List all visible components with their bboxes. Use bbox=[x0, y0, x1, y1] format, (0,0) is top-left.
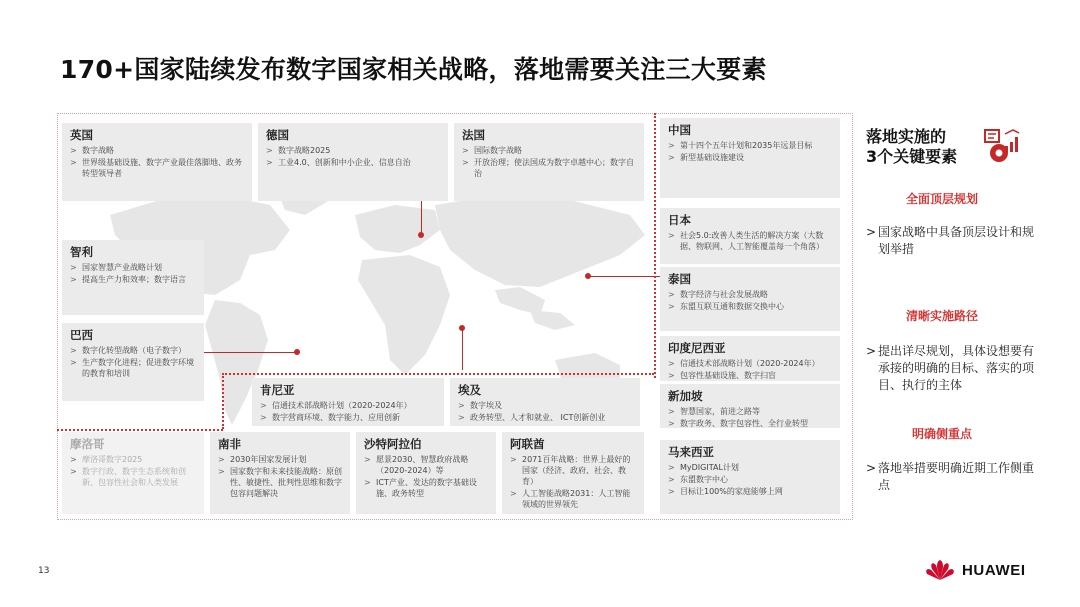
country-item: > 数字行政、数字生态系统和创新、包容性社会和人类发展 bbox=[70, 466, 196, 488]
country-card-uae bbox=[502, 432, 644, 514]
country-item: > 包容性基础设施、数字扫盲 bbox=[668, 370, 832, 381]
country-name: 沙特阿拉伯 bbox=[364, 437, 422, 451]
gear-chart-icon bbox=[983, 128, 1023, 166]
key-factors-heading bbox=[866, 127, 957, 167]
country-name: 马来西亚 bbox=[668, 445, 714, 459]
marker-china bbox=[585, 273, 591, 279]
country-item: > 信通技术部战略计划（2020-2024年） bbox=[668, 358, 832, 369]
country-card-indonesia bbox=[660, 336, 840, 381]
country-name: 埃及 bbox=[458, 383, 481, 397]
country-name: 肯尼亚 bbox=[260, 383, 295, 397]
country-name: 英国 bbox=[70, 128, 93, 142]
country-item: > 新型基础设施建设 bbox=[668, 152, 832, 163]
divider-africa-left bbox=[222, 373, 224, 429]
connector-china bbox=[588, 276, 660, 277]
country-name: 德国 bbox=[266, 128, 289, 142]
country-item: > 开放治理；使法国成为数字卓越中心；数字自治 bbox=[462, 157, 636, 179]
page-title: 170+国家陆续发布数字国家相关战略，落地需要关注三大要素 bbox=[60, 55, 767, 84]
country-item: > 数字经济与社会发展战略 bbox=[668, 289, 832, 300]
country-item: > 国际数字战略 bbox=[462, 145, 636, 156]
country-item: > 生产数字化进程；促进数字环境的教育和培训 bbox=[70, 357, 196, 379]
marker-africa bbox=[459, 325, 465, 331]
country-item: > 摩洛哥数字2025 bbox=[70, 454, 196, 465]
brand-logo bbox=[924, 559, 1026, 581]
country-card-brazil bbox=[62, 323, 204, 401]
factor-title-1: 全面顶层规划 bbox=[905, 192, 978, 206]
country-item: > 数字政务、数字包容性、全行业转型 bbox=[668, 418, 832, 428]
country-card-chile bbox=[62, 240, 204, 315]
key-factors-heading-line1: 落地实施的 bbox=[866, 127, 947, 146]
divider-mid-west bbox=[57, 429, 223, 431]
country-item: > 东盟数字中心 bbox=[668, 474, 832, 485]
country-name: 日本 bbox=[668, 213, 691, 227]
country-card-saudi bbox=[356, 432, 496, 514]
country-name: 智利 bbox=[70, 245, 93, 259]
country-item: > 第十四个五年计划和2035年远景目标 bbox=[668, 140, 832, 151]
country-name: 中国 bbox=[668, 123, 691, 137]
factor-text-1: > 国家战略中具备顶层设计和规划举措 bbox=[866, 224, 1041, 258]
connector-brazil bbox=[203, 352, 298, 353]
country-item: > 人工智能战略2031：人工智能领域的世界领先 bbox=[510, 488, 636, 510]
country-item: > 智慧国家，前进之路等 bbox=[668, 406, 832, 417]
marker-europe bbox=[418, 232, 424, 238]
connector-africa bbox=[462, 328, 463, 370]
divider-africa-top bbox=[222, 373, 654, 375]
country-card-egypt bbox=[450, 378, 640, 426]
country-name: 泰国 bbox=[668, 272, 691, 286]
country-card-thailand bbox=[660, 267, 840, 331]
country-card-kenya bbox=[252, 378, 444, 426]
country-item: > 国家数字和未来技能战略：原创性、敏捷性、批判性思维和数字包容问题解决 bbox=[218, 466, 342, 499]
country-item: > 世界级基础设施、数字产业最佳落脚地、政务转型领导者 bbox=[70, 157, 244, 179]
country-name: 印度尼西亚 bbox=[668, 341, 726, 355]
country-item: > 信通技术部战略计划（2020-2024年） bbox=[260, 400, 436, 411]
country-item: > MyDIGITAL计划 bbox=[668, 462, 832, 473]
country-name: 巴西 bbox=[70, 328, 93, 342]
country-item: > 数字埃及 bbox=[458, 400, 632, 411]
country-item: > 2071百年战略：世界上最好的国家（经济、政府、社会、教育） bbox=[510, 454, 636, 487]
country-card-singapore bbox=[660, 384, 840, 428]
country-item: > 数字营商环境、数字能力、应用创新 bbox=[260, 412, 436, 423]
country-item: > 数字化转型战略（电子数字） bbox=[70, 345, 196, 356]
key-factors-heading-line2: 3个关键要素 bbox=[866, 147, 958, 166]
factor-text-2: > 提出详尽规划，具体设想要有承接的明确的目标、落实的项目、执行的主体 bbox=[866, 343, 1041, 394]
marker-brazil bbox=[294, 349, 300, 355]
country-item: > 愿景2030、智慧政府战略（2020-2024）等 bbox=[364, 454, 488, 476]
country-card-morocco bbox=[62, 432, 204, 514]
country-card-france bbox=[454, 123, 644, 201]
country-item: > 2030年国家发展计划 bbox=[218, 454, 342, 465]
factor-title-3: 明确侧重点 bbox=[911, 427, 972, 441]
country-item: > 国家智慧产业战略计划 bbox=[70, 262, 196, 273]
country-card-china bbox=[660, 118, 840, 198]
country-name: 南非 bbox=[218, 437, 241, 451]
brand-name: HUAWEI bbox=[962, 561, 1026, 579]
huawei-flower-icon bbox=[924, 559, 956, 581]
country-name: 法国 bbox=[462, 128, 485, 142]
country-item: > 社会5.0:改善人类生活的解决方案（大数据、物联网、人工智能覆盖每一个角落） bbox=[668, 230, 832, 252]
country-item: > 政务转型、人才和就业、 ICT创新创业 bbox=[458, 412, 632, 423]
country-item: > 提高生产力和效率；数字语言 bbox=[70, 274, 196, 285]
country-item: > 目标让100%的家庭能够上网 bbox=[668, 486, 832, 497]
factor-text-3: > 落地举措要明确近期工作侧重点 bbox=[866, 460, 1041, 494]
country-name: 摩洛哥 bbox=[70, 437, 105, 451]
page-number: 13 bbox=[38, 566, 50, 576]
country-name: 阿联酋 bbox=[510, 437, 545, 451]
country-card-japan bbox=[660, 208, 840, 264]
country-item: > ICT产业、发达的数字基础设施、政务转型 bbox=[364, 477, 488, 499]
country-name: 新加坡 bbox=[668, 389, 703, 403]
country-card-uk bbox=[62, 123, 252, 201]
country-card-malaysia bbox=[660, 440, 840, 514]
country-card-south-africa bbox=[210, 432, 350, 514]
country-card-germany bbox=[258, 123, 448, 201]
country-item: > 数字战略 bbox=[70, 145, 244, 156]
connector-europe bbox=[421, 200, 422, 236]
divider-top-right bbox=[654, 113, 656, 378]
country-item: > 数字战略2025 bbox=[266, 145, 440, 156]
country-item: > 东盟互联互通和数据交换中心 bbox=[668, 301, 832, 312]
factor-title-2: 清晰实施路径 bbox=[905, 309, 978, 323]
country-item: > 工业4.0、创新和中小企业、信息自治 bbox=[266, 157, 440, 168]
